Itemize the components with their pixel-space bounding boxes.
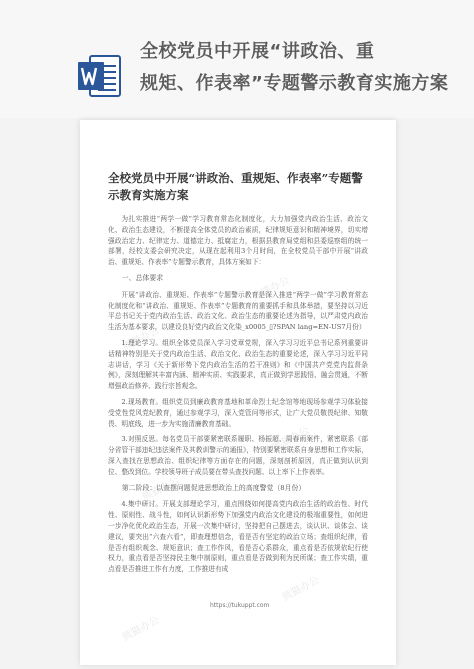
paragraph-requirements: 开展“讲政治、重规矩、作表率”专题警示教育是深入推进“两学一做”学习教育常态化制度化和“讲政治、重规矩、作表率”专题教育的重要抓手和具体举措，要坚持以习近平总书记关于党内政治生活、政治文化、政治生态的重要论述为指导，以严肃党内政治生活为基本要求，以建设良好党内政治文化染_x0005_▯?SPAN lang=EN-US7月份） [108,290,368,332]
paragraph-onsite-education: 2.现场教育。组织党员到廉政教育基地和革命烈士纪念馆等地现场参观学习体验接受党性党风党纪教育，通过参观学习，深入党管问等形式，让广大党员敬畏纪律、知敬畏、明底线，进一步为实施清廉教育基础。 [108,397,368,428]
paragraph-group-discussion: 4.集中研讨。开展支部理论学习，重点围绕如何提高党内政治生活的政治性、时代性、原则性、战斗性，如何认识新形势下加强党内政治文化建设的极端重要性，如何进一步净化优化政治生态，开展一次集中研讨，坚持把自己摆进去，谈认识、谈体会、谈建议，要突出“六查六看”，即查理想信念，看是否有坚定的政治立场；查组织纪律，看是否有组织观念、规矩意识；查工作作风，看是否心系群众，重点看是否依规依纪行使权力，重点看是否坚持民主集中制原则，重点看是否做到利为民所谋；查工作实绩，重点看是否推进工作有力度，工作推进有成 [108,500,368,574]
page-title: 全校党员中开展“讲政治、重规矩、作表率”专题警示教育实施方案 [108,171,363,202]
paragraph-self-reflection: 3.对照反思。每名党员干部要紧密联系履职、杨振超、周春雨案件，紧密联系《部分省管干部违纪违法案件及其教训警示的通报》，特别要紧密联系自身思想和工作实际，深入查找在思想政治、组织纪律等方面存在的问题，深刻剖析原因，真正做到认识到位、整改到位。学校领导班子成员要在带头查找问题、以上率下上作表率。 [108,435,368,476]
watermark: 熊猫办公 [140,475,182,504]
watermark: 熊猫办公 [120,325,162,354]
document-title-line-1: 全校党员中开展“讲政治、重 [140,41,375,62]
watermark: 熊猫办公 [270,425,312,454]
intro-paragraph: 为扎实推进“两学一做”学习教育常态化制度化，大力加强党内政治生活、政治文化、政治生态建设，不断提高全体党员的政治素质，纪律规矩意识和精神境界，切实增强政治定力、纪律定力、道德定力、抵腐定力，根据县教育局党组和县委巡察组的统一部署，经校支委会研究决定，从现在起利用3个月时间，在全校党员干部中开展“讲政治、重规矩、作表率”专题警示教育，具体方案如下： [108,215,368,267]
source-url: https://tukuppt.com [210,602,270,609]
document-page [80,120,396,665]
section-heading-1: 一、总体要求 [121,273,164,282]
watermark: 熊猫办公 [280,575,322,604]
watermark: 熊猫办公 [120,615,162,644]
word-icon [76,52,124,100]
document-title-line-2: 规矩、作表率”专题警示教育实施方案 [140,73,449,94]
paragraph-theory-study: 1.理论学习。组织全体党员深入学习党章党规，深入学习习近平总书记系列重要讲话精神特别是关于党内政治生活、政治文化、政治生态的重要论述，深入学习习近平同志讲话，学习《关于新形势下党内政治生活的若干准则》和《中国共产党党内监督条例》，深刻理解其丰富内涵、精神实质、实践要求，真正做到学思践悟、融会贯通，不断增强政治修养、践行宗旨观念。 [108,338,368,391]
header [0,0,474,118]
document-title [140,36,470,100]
section-heading-2: 第二阶段：以查摆问题促进思想政治上的高度警觉（8月份） [121,483,306,492]
watermark: 熊猫办公 [250,275,292,304]
page-content [108,170,368,580]
